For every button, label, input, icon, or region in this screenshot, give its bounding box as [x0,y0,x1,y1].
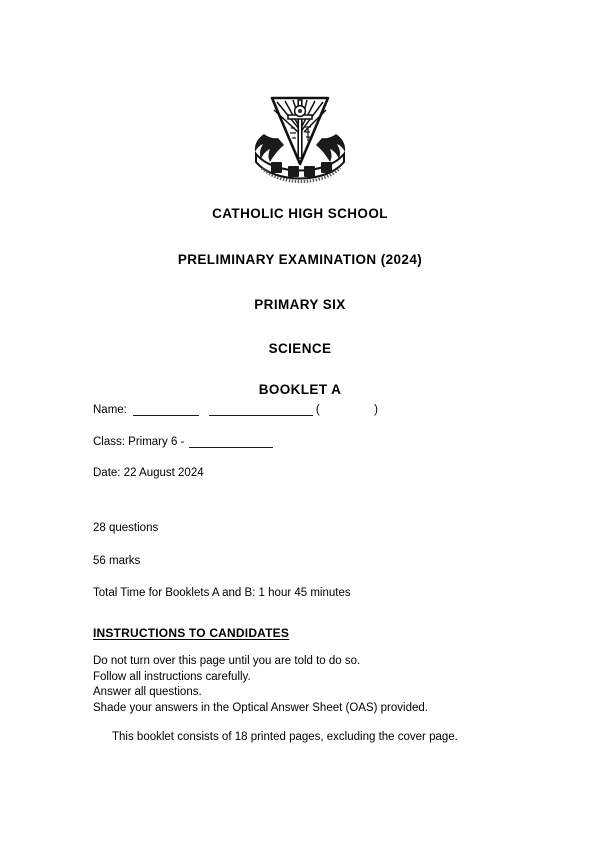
school-crest-icon [244,84,356,188]
instruction-line: Shade your answers in the Optical Answer Sheet (OAS) provided. [93,701,428,714]
class-index-field[interactable]: ( ) [315,403,394,416]
exam-title: PRELIMINARY EXAMINATION (2024) [177,251,423,267]
name-field-second[interactable] [209,404,313,416]
name-row [93,404,513,416]
instructions-heading: INSTRUCTIONS TO CANDIDATES [93,626,290,640]
class-row [93,436,513,448]
booklet-title: BOOKLET A [258,382,342,397]
total-time: Total Time for Booklets A and B: 1 hour 45 minutes [93,587,351,599]
class-label: Class: Primary 6 - [93,435,185,448]
name-field-first[interactable] [133,404,199,416]
question-count: 28 questions [93,522,159,534]
instruction-line: Follow all instructions carefully. [93,670,251,683]
instructions-list [93,654,428,716]
class-field[interactable] [189,436,273,448]
date-line: Date: 22 August 2024 [93,467,204,479]
heading-block [0,207,600,397]
instruction-line: Do not turn over this page until you are told to do so. [93,655,361,667]
subject-title: SCIENCE [268,340,332,356]
mark-count: 56 marks [93,554,141,567]
instruction-line: Answer all questions. [93,686,202,698]
exam-summary [93,523,351,600]
candidate-fields [93,404,513,480]
name-label: Name: [93,403,127,416]
crest-container [0,84,600,188]
date-row [93,468,513,480]
level-title: PRIMARY SIX [254,297,346,312]
page-count-note: This booklet consists of 18 printed pages, excluding the cover page. [112,731,458,743]
school-name: CATHOLIC HIGH SCHOOL [212,206,388,221]
